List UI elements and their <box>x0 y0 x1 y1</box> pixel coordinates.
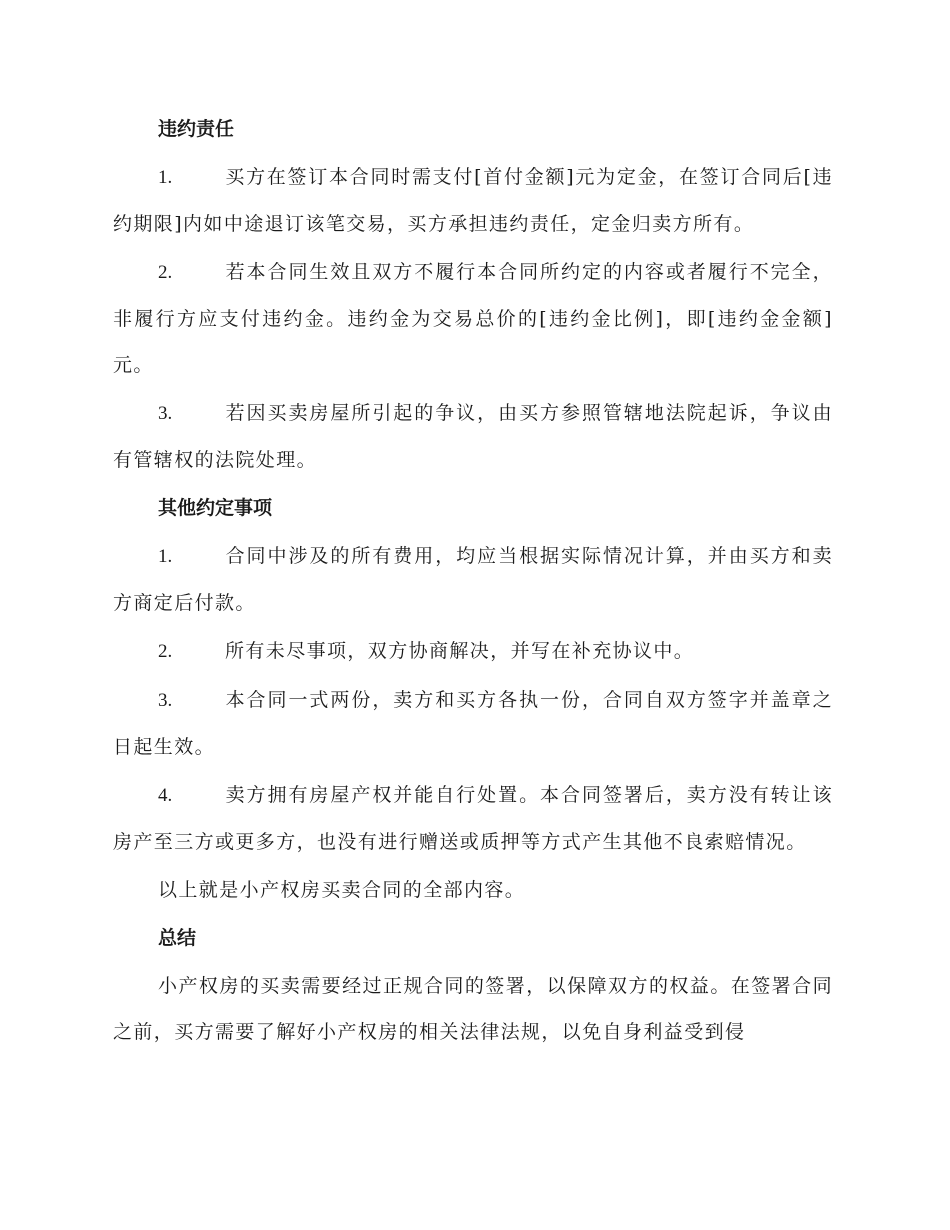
section-heading-other-terms: 其他约定事项 <box>158 497 273 519</box>
list-item <box>113 249 833 388</box>
list-item-text: 本合同一式两份，卖方和买方各执一份，合同自双方签字并盖章之日起生效。 <box>113 689 833 758</box>
list-item-number: 1. <box>158 546 173 567</box>
list-item-text: 合同中涉及的所有费用，均应当根据实际情况计算，并由买方和卖方商定后付款。 <box>113 545 833 614</box>
list-item-text: 若因买卖房屋所引起的争议，由买方参照管辖地法院起诉，争议由有管辖权的法院处理。 <box>113 402 833 471</box>
list-item-number: 1. <box>158 167 173 188</box>
list-item <box>113 533 833 626</box>
list-item <box>113 390 833 483</box>
list-item <box>113 677 833 770</box>
section-heading-summary: 总结 <box>158 927 197 949</box>
list-item <box>113 772 833 865</box>
summary-paragraph: 小产权房的买卖需要经过正规合同的签署，以保障双方的权益。在签署合同之前，买方需要了解好小产权房的相关法律法规，以免自身利益受到侵 <box>113 975 833 1043</box>
list-item <box>113 154 833 247</box>
document-page <box>113 106 833 1057</box>
closing-paragraph: 以上就是小产权房买卖合同的全部内容。 <box>158 879 526 901</box>
list-item <box>113 628 833 675</box>
list-item-number: 3. <box>158 403 173 424</box>
list-item-text: 若本合同生效且双方不履行本合同所约定的内容或者履行不完全，非履行方应支付违约金。违约金为交易总价的[违约金比例]，即[违约金金额]元。 <box>113 261 833 376</box>
list-item-number: 4. <box>158 785 173 806</box>
list-item-number: 2. <box>158 641 173 662</box>
list-item-number: 2. <box>158 262 173 283</box>
list-item-text: 卖方拥有房屋产权并能自行处置。本合同签署后，卖方没有转让该房产至三方或更多方，也没有进行赠送或质押等方式产生其他不良索赔情况。 <box>113 784 833 853</box>
list-item-text: 所有未尽事项，双方协商解决，并写在补充协议中。 <box>225 640 695 662</box>
section-heading-breach-liability: 违约责任 <box>158 118 235 140</box>
list-item-number: 3. <box>158 690 173 711</box>
list-item-text: 买方在签订本合同时需支付[首付金额]元为定金，在签订合同后[违约期限]内如中途退订该笔交易，买方承担违约责任，定金归卖方所有。 <box>113 166 833 235</box>
